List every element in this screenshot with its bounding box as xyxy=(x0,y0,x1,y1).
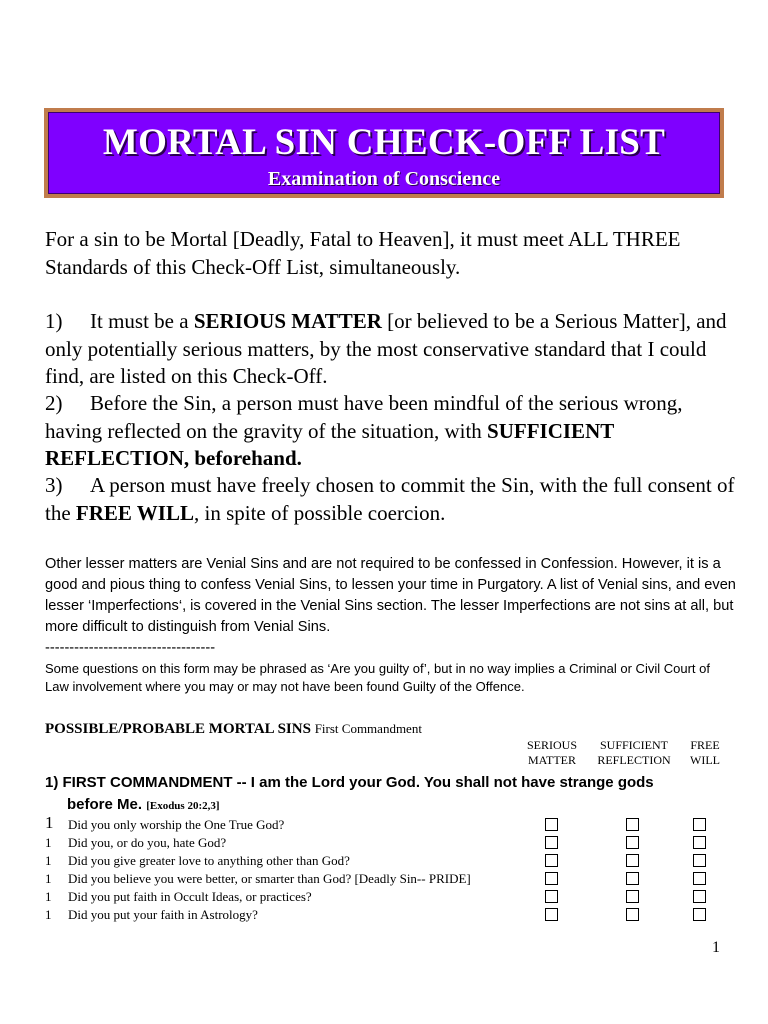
free-will-checkbox[interactable] xyxy=(693,818,706,831)
criterion-emphasis: FREE WILL xyxy=(75,500,194,525)
column-header-sufficient-reflection xyxy=(594,738,674,768)
free-will-checkbox[interactable] xyxy=(693,836,706,849)
free-will-checkbox[interactable] xyxy=(693,908,706,921)
criterion-emphasis: SERIOUS MATTER xyxy=(193,309,382,333)
question-text: Did you put your faith in Astrology? xyxy=(68,907,258,922)
question-row xyxy=(45,906,745,924)
sufficient-reflection-checkbox[interactable] xyxy=(626,908,639,921)
question-number: 1 xyxy=(45,889,52,904)
criterion-number: 1) xyxy=(45,309,63,333)
column-header-serious-matter xyxy=(512,738,592,768)
question-row xyxy=(45,813,745,834)
criterion-number: 3) xyxy=(45,473,63,497)
criterion-text: , in spite of possible coercion. xyxy=(193,500,446,525)
commandment-line-2 xyxy=(45,794,735,817)
question-text: Did you put faith in Occult Ideas, or practices? xyxy=(68,889,312,904)
serious-matter-checkbox[interactable] xyxy=(545,854,558,867)
sufficient-reflection-checkbox[interactable] xyxy=(626,818,639,831)
criterion-3 xyxy=(45,472,735,527)
question-number: 1 xyxy=(45,871,52,886)
question-number: 1 xyxy=(45,907,52,922)
sufficient-reflection-checkbox[interactable] xyxy=(626,872,639,885)
page-number: 1 xyxy=(712,939,720,956)
column-header-line: MATTER xyxy=(528,753,576,767)
criterion-number: 2) xyxy=(45,391,63,415)
column-header-line: FREE xyxy=(690,738,720,752)
question-row xyxy=(45,852,745,870)
question-text: Did you only worship the One True God? xyxy=(68,817,285,832)
criterion-text: It must be a xyxy=(90,309,194,333)
column-header-line: SUFFICIENT xyxy=(599,738,668,752)
serious-matter-checkbox[interactable] xyxy=(545,836,558,849)
free-will-checkbox[interactable] xyxy=(693,872,706,885)
disclaimer: Some questions on this form may be phrased as ‘Are you guilty of’, but in no way implies a Criminal or Civil Court of Law involvement where you may or may not have been found Guilty of the Offence. xyxy=(45,661,710,694)
question-number: 1 xyxy=(45,853,52,868)
criterion-text: [or believed to be a Serious Matter], and only potentially serious matters, by the most conservative standard that I could find, are listed on this Check-Off. xyxy=(45,309,727,388)
criterion-1 xyxy=(45,308,735,391)
title-banner-inner xyxy=(48,112,720,194)
sufficient-reflection-checkbox[interactable] xyxy=(626,836,639,849)
commandment-continuation: before Me. xyxy=(67,796,143,813)
scripture-reference: [Exodus 20:2,3] xyxy=(146,800,220,812)
column-header-line: WILL xyxy=(690,753,720,767)
venial-note: Other lesser matters are Venial Sins and are not required to be confessed in Confession. However, it is a good and pious thing to confess Venial Sins, to lessen your time in Purgatory. A list of Venial sins, and even lesser ‘Imperfections‘, is covered in the Venial Sins section. The lesser Imperfections are not sins at all, but more difficult to distinguish from Venial Sins. xyxy=(45,556,736,635)
free-will-checkbox[interactable] xyxy=(693,890,706,903)
question-number: 1 xyxy=(45,813,54,832)
question-row xyxy=(45,834,745,852)
criterion-text: Before the Sin, a person must have been mindful of the serious wrong, having reflected on the gravity of the situation, with xyxy=(45,391,683,443)
serious-matter-checkbox[interactable] xyxy=(545,818,558,831)
serious-matter-checkbox[interactable] xyxy=(545,908,558,921)
question-number: 1 xyxy=(45,835,52,850)
criterion-2 xyxy=(45,390,735,473)
serious-matter-checkbox[interactable] xyxy=(545,890,558,903)
column-header-line: REFLECTION xyxy=(597,753,671,767)
question-text: Did you give greater love to anything other than God? xyxy=(68,853,350,868)
question-row xyxy=(45,888,745,906)
section-heading xyxy=(45,721,422,738)
question-row xyxy=(45,870,745,888)
criterion-emphasis: SUFFICIENT REFLECTION, beforehand. xyxy=(45,418,614,470)
question-text: Did you, or do you, hate God? xyxy=(68,835,227,850)
section-subheading: First Commandment xyxy=(314,721,422,736)
title-banner xyxy=(44,108,724,198)
page-title: MORTAL SIN CHECK-OFF LIST xyxy=(102,122,666,163)
sufficient-reflection-checkbox[interactable] xyxy=(626,854,639,867)
commandment-heading xyxy=(45,772,735,817)
page-subtitle: Examination of Conscience xyxy=(267,168,501,190)
divider-line: ----------------------------------- xyxy=(45,640,216,656)
free-will-checkbox[interactable] xyxy=(693,854,706,867)
criterion-text: A person must have freely chosen to commit the Sin, with the full consent of the xyxy=(45,473,735,525)
column-header-line: SERIOUS xyxy=(526,738,577,752)
section-heading-text: POSSIBLE/PROBABLE MORTAL SINS xyxy=(45,721,311,737)
sufficient-reflection-checkbox[interactable] xyxy=(626,890,639,903)
question-text: Did you believe you were better, or smarter than God? [Deadly Sin-- PRIDE] xyxy=(68,871,471,886)
commandment-line-1: 1) FIRST COMMANDMENT -- I am the Lord your God. You shall not have strange gods xyxy=(45,774,654,791)
intro-paragraph: For a sin to be Mortal [Deadly, Fatal to Heaven], it must meet ALL THREE Standards of this Check-Off List, simultaneously. xyxy=(45,227,681,279)
serious-matter-checkbox[interactable] xyxy=(545,872,558,885)
column-header-free-will xyxy=(665,738,745,768)
